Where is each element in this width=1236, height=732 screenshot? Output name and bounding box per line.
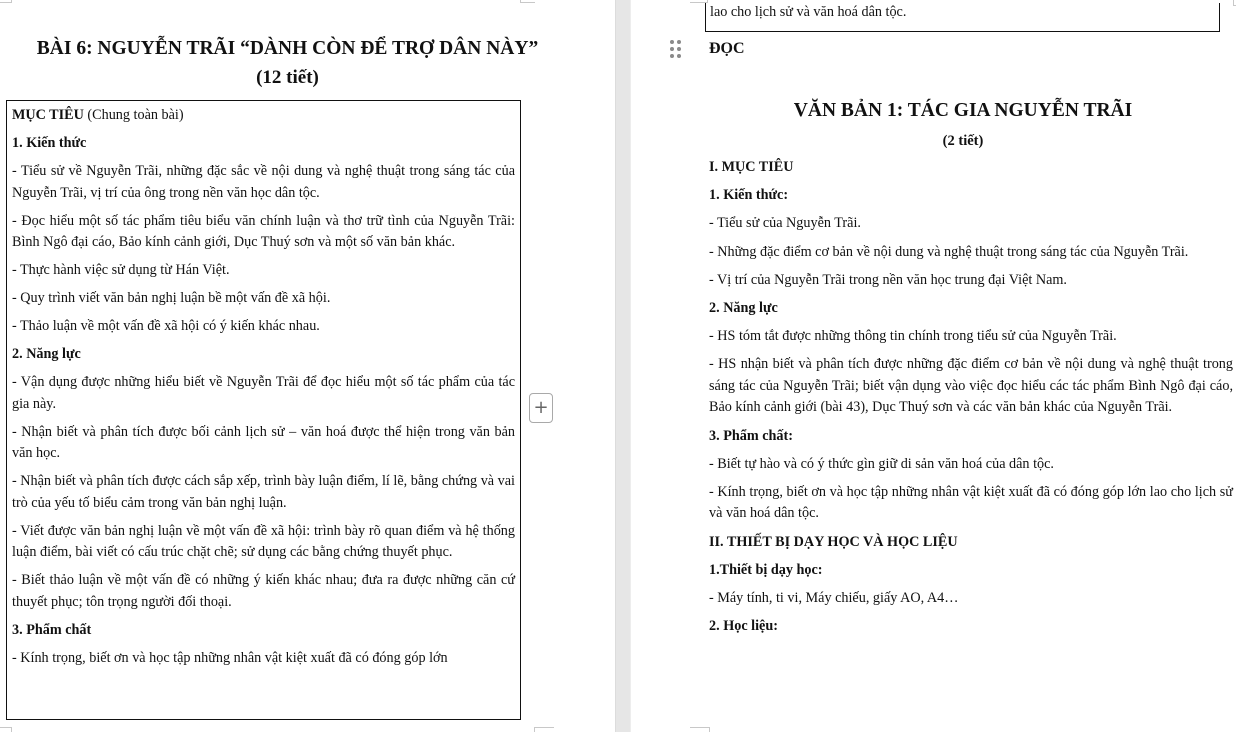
lesson-title: BÀI 6: NGUYỄN TRÃI “DÀNH CÒN ĐỂ TRỢ DÂN NÀY” bbox=[36, 38, 539, 59]
section-heading: 3. Phẩm chất: bbox=[709, 427, 793, 444]
body-paragraph: - Biết tự hào và có ý thức gìn giữ di sản văn hoá của dân tộc. bbox=[709, 455, 1054, 472]
body-paragraph: - Vị trí của Nguyễn Trãi trong nền văn học trung đại Việt Nam. bbox=[709, 271, 1067, 288]
objective-item: - Viết được văn bản nghị luận về một vấn đề xã hội: trình bày rõ quan điểm và hệ thống luận điểm, bài viết có cấu trúc chặt chẽ; sử dụng các bằng chứng thuyết phục. bbox=[12, 522, 515, 560]
section-heading: II. THIẾT BỊ DẠY HỌC VÀ HỌC LIỆU bbox=[709, 533, 958, 550]
crop-mark bbox=[534, 727, 554, 732]
add-row-button[interactable] bbox=[529, 393, 553, 423]
drag-dot bbox=[677, 47, 681, 51]
body-paragraph: - HS nhận biết và phân tích được những đặc điểm cơ bản về nội dung và nghệ thuật trong sáng tác của Nguyễn Trãi; biết vận dụng vào việc đọc hiểu các tác phẩm Bình Ngô đại cáo, Bảo kính cảnh giới (bài 43), Dục Thuý sơn và các văn bản khác của Nguyễn Trãi. bbox=[709, 356, 1233, 416]
objective-item: - Thảo luận về một vấn đề xã hội có ý kiến khác nhau. bbox=[12, 318, 320, 334]
right-page-body bbox=[709, 157, 1233, 644]
objectives-heading bbox=[12, 105, 515, 127]
drag-dot bbox=[670, 40, 674, 44]
drag-dot bbox=[670, 47, 674, 51]
objective-item: - Thực hành việc sử dụng từ Hán Việt. bbox=[12, 262, 230, 278]
section-heading: I. MỤC TIÊU bbox=[709, 159, 794, 175]
section-heading: 2. Năng lực bbox=[709, 299, 778, 316]
drag-dot bbox=[670, 54, 674, 58]
plus-icon: + bbox=[533, 397, 549, 418]
objectives-sections bbox=[12, 133, 515, 669]
body-paragraph: - Kính trọng, biết ơn và học tập những nhân vật kiệt xuất đã có đóng góp lớn lao cho lịch sử và văn hoá dân tộc. bbox=[709, 483, 1233, 522]
objectives-section-title: 2. Năng lực bbox=[12, 346, 81, 362]
text-title: VĂN BẢN 1: TÁC GIA NGUYỄN TRÃI bbox=[793, 100, 1133, 121]
crop-mark bbox=[0, 727, 12, 732]
crop-mark bbox=[690, 727, 710, 732]
objective-item: - Nhận biết và phân tích được cách sắp xếp, trình bày luận điểm, lí lẽ, bằng chứng và vai trò của yếu tố biểu cảm trong văn bản nghị luận. bbox=[12, 473, 515, 511]
body-paragraph: - Tiểu sử của Nguyễn Trãi. bbox=[709, 215, 861, 232]
lesson-duration: (12 tiết) bbox=[256, 67, 319, 88]
body-paragraph: - Máy tính, ti vi, Máy chiếu, giấy AO, A4… bbox=[709, 589, 959, 606]
objective-item: - Quy trình viết văn bản nghị luận bề một vấn đề xã hội. bbox=[12, 290, 331, 306]
text-duration: (2 tiết) bbox=[942, 133, 984, 149]
section-label: ĐỌC bbox=[709, 40, 745, 57]
section-heading: 2. Học liệu: bbox=[709, 618, 778, 635]
objective-item: - Biết thảo luận về một vấn đề có những ý kiến khác nhau; đưa ra được những căn cứ thuyết phục; tôn trọng người đối thoại. bbox=[12, 572, 515, 610]
objectives-heading-note: (Chung toàn bài) bbox=[83, 107, 184, 123]
continued-table-cell[interactable] bbox=[705, 3, 1220, 32]
objective-item: - Kính trọng, biết ơn và học tập những nhân vật kiệt xuất đã có đóng góp lớn bbox=[12, 649, 448, 666]
body-paragraph: - Những đặc điểm cơ bản về nội dung và nghệ thuật trong sáng tác của Nguyễn Trãi. bbox=[709, 243, 1189, 260]
objective-item: - Tiểu sử về Nguyễn Trãi, những đặc sắc về nội dung và nghệ thuật trong sáng tác của Nguyễn Trãi, vị trí của ông trong nền văn học dân tộc. bbox=[12, 163, 515, 201]
drag-handle-icon[interactable] bbox=[670, 40, 684, 60]
objective-item: - Nhận biết và phân tích được bối cảnh lịch sử – văn hoá được thể hiện trong văn bản văn học. bbox=[12, 423, 515, 461]
objectives-section-title: 3. Phẩm chất bbox=[12, 621, 92, 638]
section-heading: 1. Kiến thức: bbox=[709, 187, 789, 204]
page-left bbox=[0, 0, 615, 732]
objectives-section-title: 1. Kiến thức bbox=[12, 135, 87, 151]
objectives-heading-text: MỤC TIÊU bbox=[12, 107, 84, 123]
section-heading: 1.Thiết bị dạy học: bbox=[709, 561, 823, 578]
page-gutter bbox=[615, 0, 631, 732]
body-paragraph: - HS tóm tắt được những thông tin chính trong tiểu sử của Nguyễn Trãi. bbox=[709, 328, 1117, 345]
continued-text: lao cho lịch sử và văn hoá dân tộc. bbox=[710, 4, 907, 20]
drag-dot bbox=[677, 40, 681, 44]
objectives-table-cell[interactable] bbox=[6, 100, 521, 720]
crop-mark bbox=[0, 0, 12, 3]
drag-dot bbox=[677, 54, 681, 58]
crop-mark bbox=[520, 0, 535, 3]
objective-item: - Vận dụng được những hiểu biết về Nguyễn Trãi để đọc hiểu một số tác phẩm của tác gia này. bbox=[12, 374, 515, 412]
objective-item: - Đọc hiểu một số tác phẩm tiêu biểu văn chính luận và thơ trữ tình của Nguyễn Trãi: Bình Ngô đại cáo, Bảo kính cảnh giới, Dục Thuý sơn và một số văn bản khác. bbox=[12, 212, 515, 250]
